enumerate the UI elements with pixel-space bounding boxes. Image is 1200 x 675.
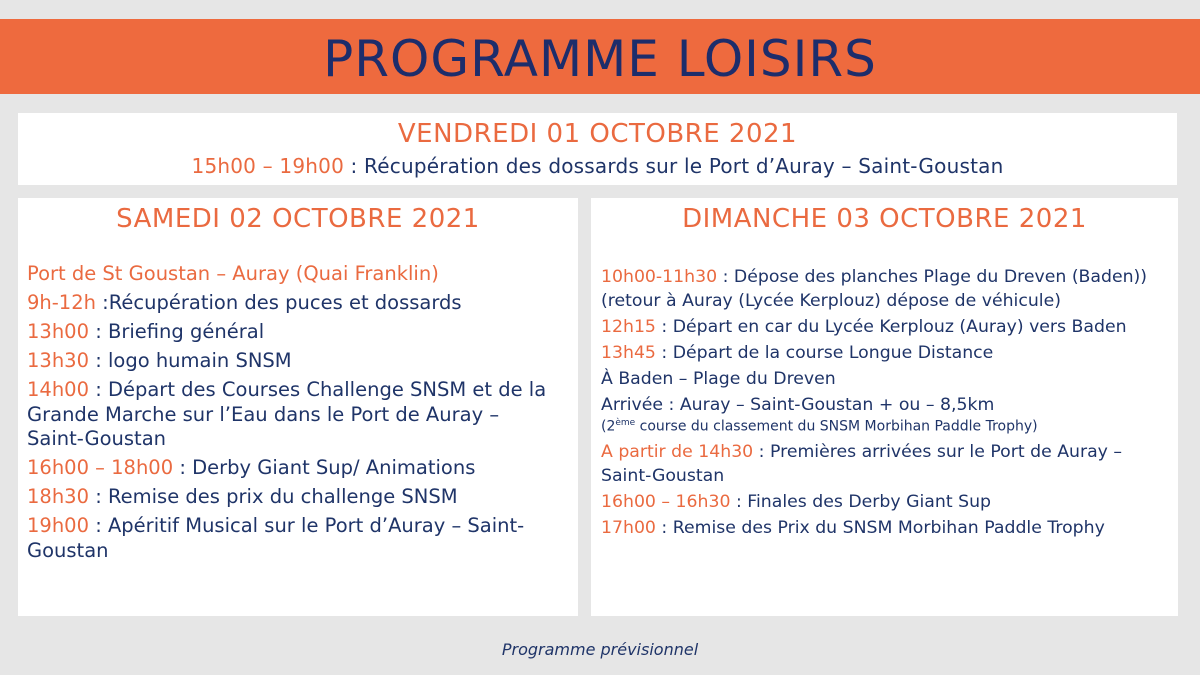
schedule-item (27, 349, 568, 374)
schedule-text: : Briefing général (89, 320, 265, 343)
schedule-time: 13h30 (27, 349, 89, 372)
saturday-title: SAMEDI 02 OCTOBRE 2021 (116, 204, 480, 234)
note-superscript: ème (615, 418, 636, 428)
friday-line (18, 154, 1177, 178)
note-prefix: (2 (601, 418, 616, 435)
schedule-text: : Départ en car du Lycée Kerplouz (Auray) vers Baden (655, 317, 1127, 337)
schedule-text: : Premières arrivées sur le Port de Auray – Saint-Goustan (601, 441, 1123, 486)
schedule-time: 9h-12h (27, 291, 96, 314)
schedule-item (27, 514, 568, 563)
saturday-location: Port de St Goustan – Auray (Quai Franklin) (27, 262, 439, 285)
schedule-time: 17h00 (601, 517, 656, 538)
schedule-time: 13h00 (27, 320, 89, 343)
schedule-time: 13h45 (601, 343, 656, 363)
schedule-item (601, 516, 1168, 540)
schedule-item (601, 393, 1168, 417)
schedule-item (27, 291, 568, 316)
schedule-item (601, 490, 1168, 514)
schedule-time: 16h00 – 18h00 (27, 456, 174, 479)
schedule-item (601, 440, 1168, 488)
schedule-item (601, 265, 1168, 313)
schedule-time: 12h15 (601, 317, 656, 337)
schedule-text: À Baden – Plage du Dreven (601, 369, 836, 389)
schedule-text: : Derby Giant Sup/ Animations (173, 456, 476, 479)
schedule-item (27, 456, 568, 481)
schedule-text: : logo humain SNSM (89, 349, 292, 372)
schedule-text: : Dépose des planches Plage du Dreven (Baden)) (retour à Auray (Lycée Kerplouz) dépose de véhicule) (601, 267, 1148, 311)
schedule-time: 14h00 (27, 378, 89, 401)
schedule-text: : Départ de la course Longue Distance (655, 343, 994, 363)
note-suffix: course du classement du SNSM Morbihan Paddle Trophy) (635, 418, 1038, 435)
saturday-schedule (18, 262, 578, 563)
schedule-time: 19h00 (27, 514, 89, 537)
footer-note: Programme prévisionnel (501, 640, 699, 659)
title-banner (0, 19, 1200, 94)
sunday-schedule (591, 265, 1178, 540)
schedule-item (601, 367, 1168, 391)
schedule-text: :Récupération des puces et dossards (95, 291, 462, 314)
schedule-text: : Remise des prix du challenge SNSM (89, 485, 458, 508)
friday-time: 15h00 – 19h00 (191, 154, 344, 178)
schedule-item (27, 378, 568, 452)
sunday-box (591, 198, 1178, 616)
schedule-time: A partir de 14h30 (601, 441, 754, 462)
friday-box (18, 113, 1177, 185)
schedule-text: : Finales des Derby Giant Sup (730, 491, 991, 512)
schedule-time: 18h30 (27, 485, 89, 508)
schedule-item (601, 341, 1168, 365)
saturday-box (18, 198, 578, 616)
schedule-item (27, 485, 568, 510)
schedule-text: : Départ des Courses Challenge SNSM et de la Grande Marche sur l’Eau dans le Port de Auray – Saint-Goustan (27, 378, 553, 450)
schedule-text: : Apéritif Musical sur le Port d’Auray – Saint-Goustan (27, 514, 525, 562)
friday-title: VENDREDI 01 OCTOBRE 2021 (397, 119, 798, 149)
schedule-item (601, 315, 1168, 339)
ranking-note (601, 415, 1168, 436)
page-title: PROGRAMME LOISIRS (323, 29, 877, 88)
schedule-time: 10h00-11h30 (601, 267, 718, 287)
friday-text: : Récupération des dossards sur le Port d’Auray – Saint-Goustan (344, 154, 1004, 178)
schedule-item (27, 320, 568, 345)
sunday-title: DIMANCHE 03 OCTOBRE 2021 (682, 204, 1087, 234)
schedule-time: 16h00 – 16h30 (601, 491, 731, 512)
schedule-text: : Remise des Prix du SNSM Morbihan Paddle Trophy (655, 517, 1105, 538)
schedule-text: Arrivée : Auray – Saint-Goustan + ou – 8,5km (601, 395, 995, 415)
